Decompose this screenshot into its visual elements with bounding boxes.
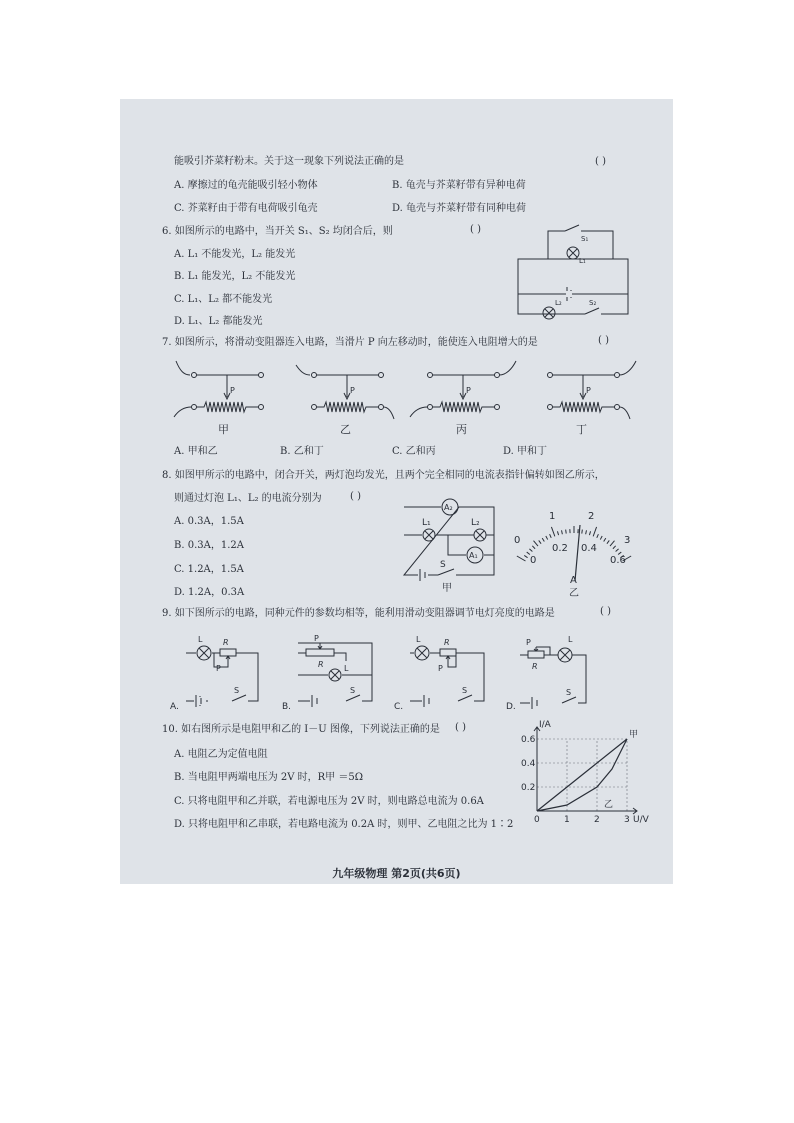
- q9-circuit-d: [506, 631, 606, 711]
- q6-answer-paren: ( ): [470, 224, 481, 235]
- q9-circuit-a: [170, 631, 266, 711]
- q7-stem: 7. 如图所示，将滑动变阻器连入电路，当滑片 P 向左移动时，能使连入电阻增大的是: [162, 337, 538, 348]
- series-label-yi: 乙: [604, 800, 614, 810]
- dial-tick: [613, 546, 616, 549]
- q10-iu-chart: [513, 719, 649, 829]
- q10-option-c: C. 只将电阻甲和乙并联，若电源电压为 2V 时，则电路总电流为 0.6A: [174, 796, 484, 807]
- q7-label-yi: 乙: [340, 423, 351, 436]
- q10-stem: 10. 如右图所示是电阻甲和乙的 I－U 图像，下列说法正确的是: [162, 724, 440, 735]
- x-tick-label: 3: [624, 815, 630, 825]
- q8-option-d: D. 1.2A，0.3A: [174, 587, 245, 598]
- dial-tick: [517, 556, 526, 561]
- dial-tick: [551, 527, 554, 536]
- q8-dial-outer-3: 3: [624, 535, 631, 546]
- dial-tick: [604, 538, 606, 541]
- q9-c-label-s: S: [462, 686, 468, 695]
- dial-tick: [524, 555, 527, 557]
- q8-ammeter-dial-yi: [508, 503, 638, 599]
- q5-stem: 能吸引芥菜籽粉末。关于这一现象下列说法正确的是: [174, 156, 404, 167]
- q6-label-s2: S₂: [589, 299, 597, 307]
- q9-circuit-c: [394, 631, 494, 711]
- q6-stem: 6. 如图所示的电路中，当开关 S₁、S₂ 均闭合后，则: [162, 226, 393, 237]
- q7-answer-paren: ( ): [598, 335, 609, 346]
- dial-tick: [597, 534, 599, 538]
- q8-label-l1: L₁: [422, 518, 431, 528]
- q7-label-bing: 丙: [456, 423, 467, 436]
- dial-tick: [529, 549, 532, 552]
- q9-a-label-s: S: [234, 686, 240, 695]
- exam-page: [120, 99, 673, 884]
- q8-label-a2: A₂: [444, 503, 453, 512]
- dial-tick: [566, 530, 567, 534]
- q8-answer-paren: ( ): [350, 491, 361, 502]
- y-tick-label: 0.4: [521, 759, 536, 769]
- q7-option-b: B. 乙和丁: [280, 446, 324, 457]
- q7-rheostat-bing: [408, 357, 518, 435]
- q9-b-label-p: P: [314, 634, 319, 643]
- q5-option-c: C. 芥菜籽由于带有电荷吸引龟壳: [174, 203, 318, 214]
- dial-tick: [532, 546, 535, 549]
- dial-tick: [546, 536, 548, 540]
- q9-option-c: C.: [394, 702, 404, 712]
- q5-option-a: A. 摩擦过的龟壳能吸引轻小物体: [174, 180, 318, 191]
- x-axis-label: U/V: [633, 815, 649, 825]
- q8-dial-needle-label: A: [570, 575, 577, 586]
- q9-d-label-p: P: [526, 638, 531, 647]
- q6-label-s1: S₁: [581, 235, 589, 243]
- x-tick-label: 2: [594, 815, 600, 825]
- q9-a-label-l: L: [198, 635, 203, 644]
- q7-rheostat-jia: [172, 357, 272, 435]
- x-tick-label: 0: [534, 815, 540, 825]
- q9-a-label-r: R: [223, 638, 229, 647]
- q7-option-c: C. 乙和丙: [392, 446, 436, 457]
- q7-rheostat-yi: [292, 357, 392, 435]
- q8-dial-inner-0: 0: [530, 555, 537, 566]
- y-tick-label: 0.6: [521, 735, 536, 745]
- page-footer: 九年级物理 第2页(共6页): [332, 867, 461, 880]
- dial-tick: [539, 540, 541, 543]
- q6-option-b: B. L₁ 能发光，L₂ 不能发光: [174, 271, 296, 282]
- q8-circuit-jia: [398, 495, 510, 595]
- dial-tick: [582, 530, 583, 534]
- dial-tick: [534, 541, 538, 546]
- q9-stem: 9. 如下图所示的电路，同种元件的参数均相等，能利用滑动变阻器调节电灯亮度的电路是: [162, 608, 555, 619]
- q7-label-ding: 丁: [576, 423, 587, 436]
- q9-a-label-p: P: [216, 664, 221, 673]
- q7-label-p: P: [230, 386, 235, 395]
- q9-option-d: D.: [506, 702, 516, 712]
- q8-dial-outer-1: 1: [549, 511, 556, 522]
- dial-tick: [586, 530, 587, 534]
- q10-option-a: A. 电阻乙为定值电阻: [174, 749, 268, 760]
- q5-option-b: B. 龟壳与芥菜籽带有异种电荷: [392, 180, 526, 191]
- dial-tick: [557, 531, 558, 535]
- q8-caption-jia: 甲: [442, 583, 452, 594]
- dial-tick: [616, 549, 619, 552]
- y-axis-label: I/A: [539, 720, 551, 730]
- q7-label-p: P: [350, 386, 355, 395]
- q9-b-label-l: L: [344, 664, 349, 673]
- q8-option-a: A. 0.3A，1.5A: [174, 516, 244, 527]
- series-label-jia: 甲: [629, 730, 639, 740]
- q9-option-b: B.: [282, 702, 292, 712]
- dial-tick: [550, 534, 552, 538]
- dial-tick: [610, 541, 614, 546]
- q9-circuit-b: [282, 631, 382, 711]
- q5-option-d: D. 龟壳与芥菜籽带有同种电荷: [392, 203, 527, 214]
- q8-label-l2: L₂: [471, 518, 480, 528]
- q6-option-d: D. L₁、L₂ 都能发光: [174, 316, 263, 327]
- q8-stem-line2: 则通过灯泡 L₁、L₂ 的电流分别为: [174, 493, 322, 504]
- q6-circuit-diagram: [513, 219, 638, 329]
- dial-tick: [589, 531, 590, 535]
- q7-rheostat-ding: [528, 357, 638, 435]
- q6-option-a: A. L₁ 不能发光，L₂ 能发光: [174, 249, 296, 260]
- x-axis: [537, 808, 637, 814]
- q10-answer-paren: ( ): [455, 722, 466, 733]
- q8-dial-inner-06: 0.6: [610, 555, 626, 566]
- q10-option-b: B. 当电阻甲两端电压为 2V 时，R甲 ＝5Ω: [174, 772, 364, 783]
- q9-answer-paren: ( ): [600, 606, 611, 617]
- q8-option-c: C. 1.2A，1.5A: [174, 564, 244, 575]
- q9-option-a: A.: [170, 702, 179, 712]
- q9-c-label-r: R: [444, 638, 450, 647]
- q7-label-p: P: [466, 386, 471, 395]
- q6-label-l2: L₂: [555, 299, 562, 307]
- q8-caption-yi: 乙: [569, 588, 579, 599]
- q8-label-a1: A₁: [469, 551, 478, 560]
- q9-b-label-r: R: [318, 660, 324, 669]
- q8-dial-outer-0: 0: [514, 535, 521, 546]
- x-tick-label: 1: [564, 815, 570, 825]
- q7-label-p: P: [586, 386, 591, 395]
- q6-label-l1: L₁: [579, 257, 586, 265]
- q6-option-c: C. L₁、L₂ 都不能发光: [174, 294, 273, 305]
- q9-b-label-s: S: [350, 686, 356, 695]
- q10-option-d: D. 只将电阻甲和乙串联，若电路电流为 0.2A 时，则甲、乙电阻之比为 1∶2: [174, 819, 514, 830]
- q9-d-label-s: S: [566, 688, 572, 697]
- q8-option-b: B. 0.3A，1.2A: [174, 540, 244, 551]
- q9-d-label-r: R: [532, 662, 538, 671]
- q7-option-d: D. 甲和丁: [503, 446, 548, 457]
- q8-dial-inner-04: 0.4: [581, 543, 597, 554]
- y-tick-label: 0.2: [521, 783, 536, 793]
- q7-option-a: A. 甲和乙: [174, 446, 218, 457]
- q8-stem-line1: 8. 如图甲所示的电路中，闭合开关，两灯泡均发光，且两个完全相同的电流表指针偏转如图乙所示，: [162, 470, 605, 481]
- dial-tick: [542, 538, 544, 541]
- dial-tick: [607, 540, 609, 543]
- dial-tick: [562, 530, 563, 534]
- dial-tick: [593, 527, 596, 536]
- q7-label-jia: 甲: [218, 423, 229, 436]
- q8-label-s: S: [440, 560, 446, 570]
- q8-dial-inner-02: 0.2: [552, 543, 568, 554]
- q8-dial-outer-2: 2: [588, 511, 595, 522]
- q9-c-label-l: L: [416, 635, 421, 644]
- series-line-jia: [537, 739, 627, 811]
- dial-tick: [600, 536, 602, 540]
- q9-d-label-l: L: [568, 635, 573, 644]
- q9-c-label-p: P: [438, 664, 443, 673]
- q5-answer-paren: ( ): [595, 156, 606, 167]
